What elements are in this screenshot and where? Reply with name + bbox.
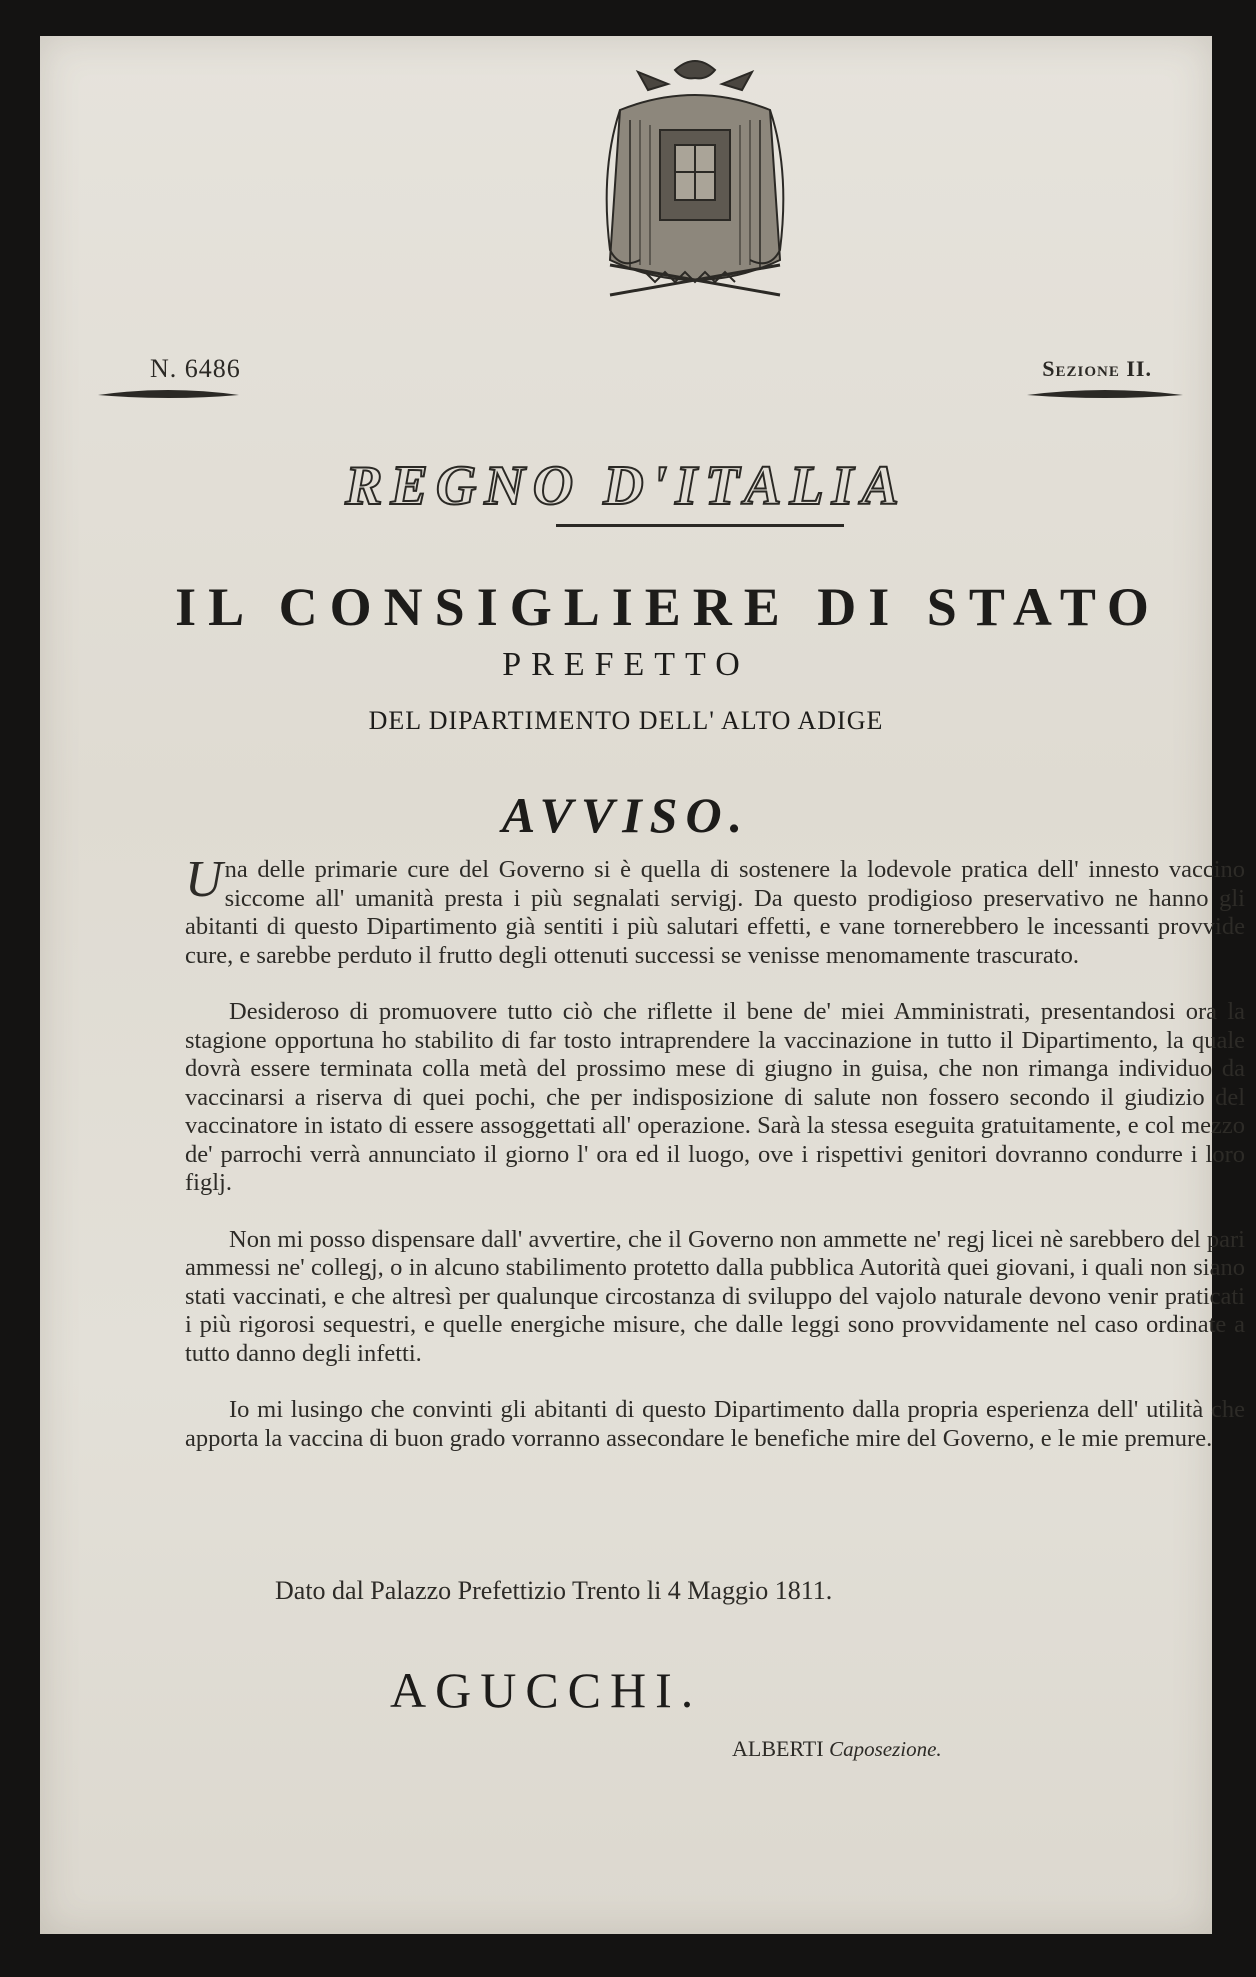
countersign-role: Caposezione.: [829, 1737, 942, 1761]
paragraph-1: [185, 851, 1245, 970]
flourish-right: [1025, 388, 1185, 402]
paragraph-1-text: na delle primarie cure del Governo si è quella di sostenere la lodevole pratica dell' innesto vaccino siccome all' umanità presta i più segnalati servigj. Da questo prodigioso preservativo ne hanno gli abitanti di questo Dipartimento già sentiti i più salutari effetti, e vane tornerebbero le incessanti provvide cure, e sarebbe perduto il frutto degli ottenuti successi se venisse menomamente trascurato.: [185, 856, 1245, 969]
drop-cap: U: [185, 851, 223, 908]
title-line-2: PREFETTO: [502, 646, 750, 683]
title-line-3: DEL DIPARTIMENTO DELL' ALTO ADIGE: [368, 706, 884, 735]
crest-icon: [550, 50, 840, 330]
document-page: [40, 36, 1245, 1934]
countersign-name: ALBERTI: [732, 1736, 824, 1761]
paragraph-4: Io mi lusingo che convinti gli abitanti di questo Dipartimento dalla propria esperienza dell' utilità che apporta la vaccina di buon grado vorranno assecondare le benefiche mire del Governo, e le mie premure.: [185, 1396, 1245, 1452]
paragraph-3: Non mi posso dispensare dall' avvertire, che il Governo non ammette ne' regj licei nè sarebbero del pari ammessi ne' collegj, o in alcuno stabilimento protetto dalla pubblica Autorità quei giovani, i quali non siano stati vaccinati, e che altresì per qualunque circostanza di sviluppo del vajolo naturale devono venir praticati i più rigorosi sequestri, e quelle energiche misure, che dalle leggi sono provvidamente nel caso ordinate a tutto danno degli infetti.: [185, 1225, 1245, 1367]
kingdom-heading: REGNO D'ITALIA: [345, 455, 907, 517]
paragraph-2: Desideroso di promuovere tutto ciò che riflette il bene de' miei Amministrati, presentandosi ora la stagione opportuna ho stabilito di far tosto intraprendere la vaccinazione in tutto il Dipartimento, la quale dovrà essere terminata colla metà del prossimo mese di giugno in guisa, che non rimanga individuo da vaccinarsi a riserva di quei pochi, che per indisposizione di salute non fossero secondo il giudizio del vaccinatore in istato di essere assoggettati all' operazione. Sarà la stessa eseguita gratuitamente, e col mezzo de' parrochi verrà annunciato il giorno l' ora ed il luogo, ove i rispettivi genitori dovranno condurre i loro figlj.: [185, 998, 1245, 1196]
countersignature: [732, 1736, 942, 1762]
notice-body: [185, 851, 1245, 1481]
notice-title: AVVISO.: [501, 787, 751, 843]
signature: AGUCCHI.: [390, 1662, 703, 1718]
heading-rule: [556, 524, 844, 527]
section-label: Sezione II.: [1042, 356, 1152, 381]
flourish-left: [96, 388, 241, 402]
date-line: Dato dal Palazzo Prefettizio Trento li 4 Maggio 1811.: [275, 1576, 833, 1605]
title-line-1: IL CONSIGLIERE DI STATO: [175, 577, 1161, 637]
document-number: N. 6486: [150, 354, 241, 383]
